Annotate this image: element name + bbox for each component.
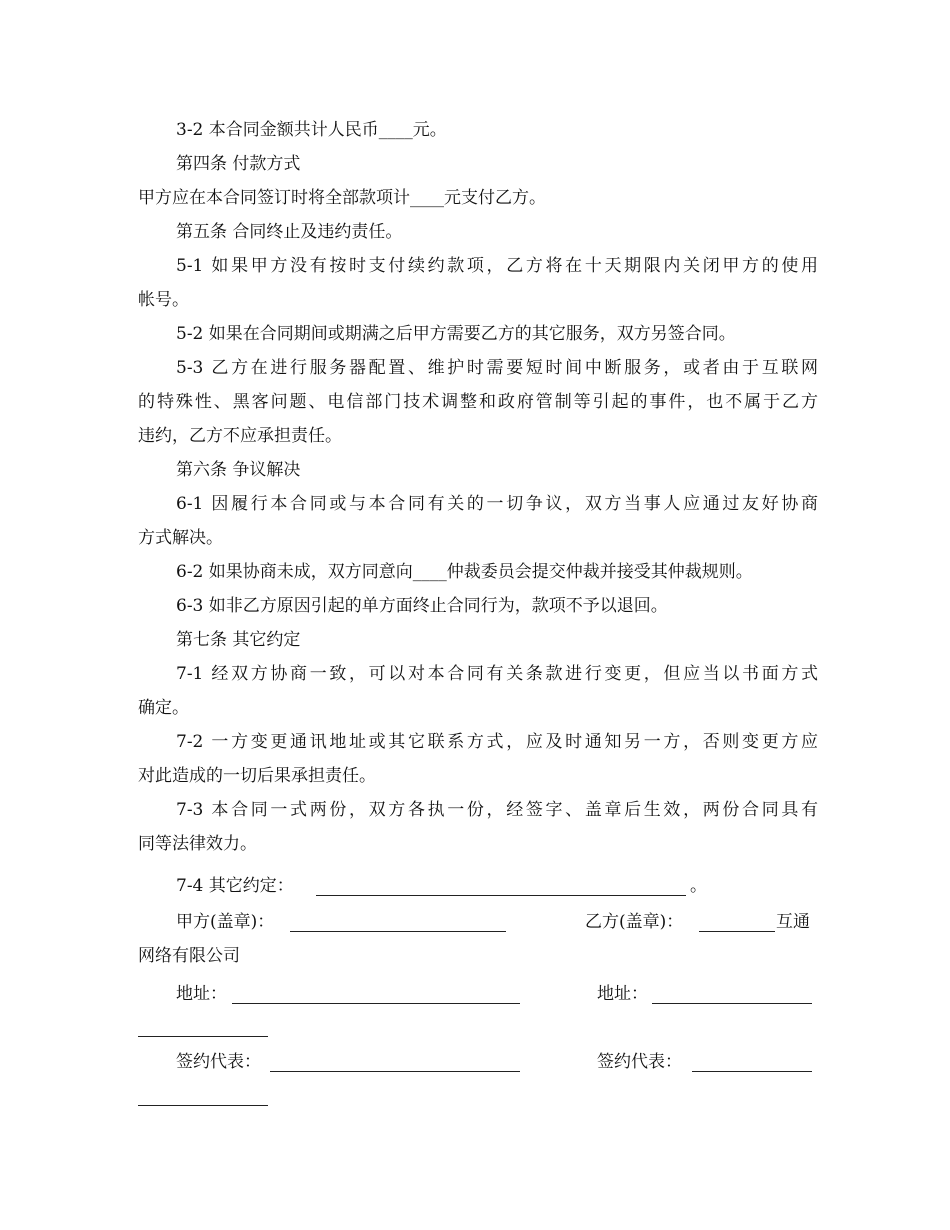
clause-5-2: 5-2 如果在合同期间或期满之后甲方需要乙方的其它服务，双方另签合同。	[176, 324, 736, 344]
party-b-representative-label: 签约代表：	[597, 1052, 682, 1072]
article-4-heading: 第四条 付款方式	[176, 154, 301, 174]
clause-6-1-line-1: 6-1 因履行本合同或与本合同有关的一切争议，双方当事人应通过友好协商	[176, 494, 818, 514]
clause-5-3-line-2: 的特殊性、黑客问题、电信部门技术调整和政府管制等引起的事件，也不属于乙方	[138, 392, 818, 412]
party-b-name-tail: 互通	[776, 912, 810, 932]
clause-3-2: 3-2 本合同金额共计人民币____元。	[176, 120, 447, 140]
clause-7-2-line-2: 对此造成的一切后果承担责任。	[138, 766, 376, 786]
clause-7-2-line-1: 7-2 一方变更通讯地址或其它联系方式，应及时通知另一方，否则变更方应	[176, 732, 818, 752]
clause-7-4-blank	[316, 895, 686, 896]
party-a-address-blank	[232, 1003, 520, 1004]
party-b-representative-blank	[692, 1071, 812, 1072]
party-a-seal-label: 甲方(盖章)：	[176, 912, 275, 932]
party-b-address-blank-continued	[138, 1036, 268, 1037]
party-a-representative-label: 签约代表：	[176, 1052, 261, 1072]
clause-6-1-line-2: 方式解决。	[138, 528, 223, 548]
party-b-seal-label: 乙方(盖章)：	[585, 912, 684, 932]
party-b-name-continuation: 网络有限公司	[138, 946, 240, 966]
article-7-heading: 第七条 其它约定	[176, 630, 301, 650]
party-a-seal-blank	[290, 931, 506, 932]
clause-5-1-line-2: 帐号。	[138, 290, 189, 310]
clause-5-1-line-1: 5-1 如果甲方没有按时支付续约款项，乙方将在十天期限内关闭甲方的使用	[176, 256, 818, 276]
clause-7-1-line-1: 7-1 经双方协商一致，可以对本合同有关条款进行变更，但应当以书面方式	[176, 664, 818, 684]
clause-5-3-line-1: 5-3 乙方在进行服务器配置、维护时需要短时间中断服务，或者由于互联网	[176, 358, 818, 378]
party-b-name-blank	[699, 931, 775, 932]
article-4-text: 甲方应在本合同签订时将全部款项计____元支付乙方。	[138, 188, 546, 208]
clause-7-3-line-2: 同等法律效力。	[138, 834, 257, 854]
clause-7-1-line-2: 确定。	[138, 698, 189, 718]
clause-6-3: 6-3 如非乙方原因引起的单方面终止合同行为，款项不予以退回。	[176, 596, 668, 616]
party-b-address-blank	[652, 1003, 812, 1004]
party-a-representative-blank	[270, 1071, 520, 1072]
party-b-representative-blank-continued	[138, 1105, 268, 1106]
clause-7-4-end: 。	[690, 876, 707, 896]
party-a-address-label: 地址：	[176, 984, 227, 1004]
clause-7-4-label: 7-4 其它约定：	[176, 876, 294, 896]
article-6-heading: 第六条 争议解决	[176, 460, 301, 480]
party-b-address-label: 地址：	[597, 984, 648, 1004]
clause-6-2: 6-2 如果协商未成，双方同意向____仲裁委员会提交仲裁并接受其仲裁规则。	[176, 562, 753, 582]
article-5-heading: 第五条 合同终止及违约责任。	[176, 222, 403, 242]
clause-7-3-line-1: 7-3 本合同一式两份，双方各执一份，经签字、盖章后生效，两份合同具有	[176, 800, 818, 820]
clause-5-3-line-3: 违约，乙方不应承担责任。	[138, 426, 342, 446]
